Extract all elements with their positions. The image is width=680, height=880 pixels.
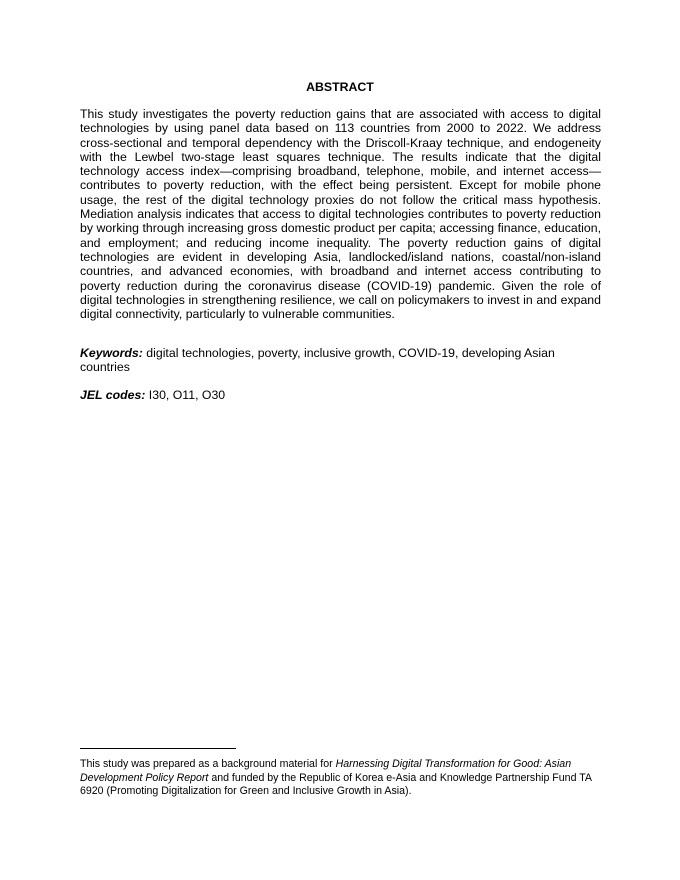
footnote-separator (80, 748, 236, 749)
jel-codes-label: JEL codes: (80, 388, 146, 402)
keywords-text: digital technologies, poverty, inclusive growth, COVID-19, developing Asian countries (80, 346, 555, 375)
jel-codes-text: I30, O11, O30 (145, 388, 226, 402)
footnote (80, 758, 601, 799)
abstract-body: This study investigates the poverty reduction gains that are associated with access to digital technologies by using panel data based on 113 countries from 2000 to 2022. We address cross-sectional and temporal dependency with the Driscoll-Kraay technique, and endogeneity with the Lewbel two-stage least squares technique. The results indicate that the digital technology access index—comprising broadband, telephone, mobile, and internet access—contributes to poverty reduction, with the effect being persistent. Except for mobile phone usage, the rest of the digital technology proxies do not follow the critical mass hypothesis. Mediation analysis indicates that access to digital technologies contributes to poverty reduction by working through increasing gross domestic product per capita; accessing finance, education, and employment; and reducing income inequality. The poverty reduction gains of digital technologies are evident in developing Asia, landlocked/island nations, coastal/non-island countries, and advanced economies, with broadband and internet access contributing to poverty reduction during the coronavirus disease (COVID-19) pandemic. Given the role of digital technologies in strengthening resilience, we call on policymakers to invest in and expand digital connectivity, particularly to vulnerable communities. (80, 107, 601, 322)
footnote-prefix: This study was prepared as a background material for (80, 758, 336, 770)
keywords-label: Keywords: (80, 346, 143, 360)
abstract-heading: ABSTRACT (306, 80, 374, 94)
footnote-report-title: Harnessing Digital Transformation for Good: Asian Development Policy Report (80, 758, 572, 784)
keywords-paragraph (80, 346, 601, 375)
jel-codes-paragraph (80, 388, 601, 402)
footnote-suffix: and funded by the Republic of Korea e-Asia and Knowledge Partnership Fund TA 6920 (Promoting Digitalization for Green and Inclusive Growth in Asia). (80, 771, 592, 798)
